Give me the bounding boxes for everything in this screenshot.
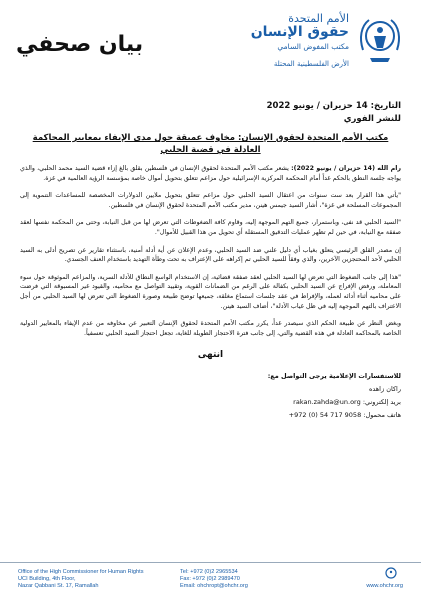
dateline: رام الله (14 حزيران / يونيو 2022):	[291, 165, 401, 172]
paragraph	[20, 273, 401, 311]
contact-email-link[interactable]: rakan.zahda@un.org	[293, 398, 361, 407]
footer-website-link[interactable]: www.ohchr.org	[366, 583, 403, 589]
footer-address-line: Office of the High Commissioner for Human Rights	[18, 569, 144, 575]
footer-contact	[180, 569, 248, 590]
paragraph-text: وبغض النظر عن طبيعة الحكم الذي سيصدر غداً، يكرر مكتب الأمم المتحدة لحقوق الإنسان التعبير عن مخاوفه من عدم الإيفاء بالمعايير الدولية الخاصة بالمحاكمة العادلة في هذه القضية والتي، إلى جانب فترة الاحتجاز الطويلة للغاية، تجعل احتجاز السيد الحلبي تعسفياً.	[20, 320, 401, 337]
release-date: التاريخ: 14 حزيران / يونيو 2022	[266, 101, 401, 111]
un-emblem-small-icon	[383, 566, 399, 582]
phone-label: هاتف محمول:	[363, 411, 401, 420]
document-body	[20, 100, 401, 422]
footer-address-line: UCI Building, 4th Floor,	[18, 576, 76, 582]
ohchr-logo	[185, 12, 405, 84]
paragraph-text: يشعر مكتب الأمم المتحدة لحقوق الإنسان في فلسطين بقلق بالغ إزاء قضية السيد محمد الحلبي، والذي يواجه جلسة النطق بالحكم غداً أمام المحكمة المركزية الإسرائيلية حول مزاعم تتعلق بتحويل أموال خاصة بمؤسسة الرؤية العالمية في غزة.	[20, 165, 401, 182]
contact-phone-row	[20, 409, 401, 422]
footer-address-line: Nazar Qabbani St. 17, Ramallah	[18, 583, 99, 589]
release-status: للنشر الفوري	[343, 114, 401, 124]
contact-phone: +972 (0) 54 717 9058	[288, 411, 362, 420]
org-name-line3: مكتب المفوض السامي	[277, 42, 349, 51]
footer-address	[18, 569, 144, 590]
un-emblem-icon	[355, 14, 405, 66]
footer-fax: Fax: +972 (0)2 2989470	[180, 576, 240, 582]
document-title: بيان صحفي	[16, 32, 144, 57]
paragraph-text: إن مصدر القلق الرئيسي يتعلق بغياب أي دليل علني ضد السيد الحلبي، وعدم الإعلان عن أية أدلة أمنية، باستثناء تقارير عن تصريح أدلى به السيد الحلبي لأحد المحتجزين الآخرين، والذي وفقاً للسيد الحلبي تم إكراهه على الإعتراف به تحت وطأة التهديد باستخدام العنف الجسدي.	[20, 246, 401, 264]
media-contacts	[20, 370, 401, 422]
paragraph	[20, 319, 401, 338]
contact-email-row	[20, 396, 401, 409]
org-name-line4: الأرض الفلسطينية المحتلة	[273, 60, 349, 68]
paragraph-text: "هذا إلى جانب الضغوط التي تعرض لها السيد الحلبي لعقد صفقة قضائية، إن الاستخدام الواسع النطاق للأدلة السرية، والمزاعم الموثوقة حول سوء المعاملة، ورفض الإفراج عن السيد الحلبي بكفالة على الرغم من الضمانات القوية، وتقييد التواصل مع محاميه، والقيود غير المسبوقة التي فرضت على محاميه أثناء أدائه لعمله، والإفراط في عقد جلسات استماع مغلقة، جميعها توضح طبيعة وصورة الضغوط التي تعرض لها السيد الحلبي من أجل الاعتراف بالتهم الموجهة إليه في ظل غياب الأدلة"، أضاف السيد هينن.	[20, 273, 401, 310]
contact-name: راكان زاهده	[368, 385, 401, 394]
headline: مكتب الأمم المتحدة لحقوق الإنسان: مخاوف عميقة حول مدى الإيفاء بمعايير المحاكمة العادلة في قضية الحلبي	[32, 133, 389, 155]
page-footer	[0, 562, 421, 601]
footer-email: Email: ohchropt@ohchr.org	[180, 583, 248, 589]
paragraph	[20, 218, 401, 237]
paragraph	[20, 164, 401, 183]
paragraph	[20, 191, 401, 210]
paragraph-text: "السيد الحلبي قد نفى، وباستمرار، جميع التهم الموجهة إليه، وقاوم كافة الضغوطات التي تعرض لها من قبل النيابة، وحتى من المحكمة نفسها لعقد صفقة مع النيابة، في حين لم تظهر عمليات التدقيق المستقلة أي تحويل من هذا القبيل للأموال".	[20, 219, 401, 236]
footer-tel: Tel: +972 (0)2 2965534	[180, 569, 238, 575]
paragraph-text: "يأتي هذا القرار بعد ست سنوات من اعتقال السيد الحلبي حول مزاعم تتعلق بتحويل ملايين الدولارات المخصصة للمساعدات التنموية إلى المجموعات المسلحة في غزة"، أشار السيد جيمس هينن، مدير مكتب الأمم المتحدة لحقوق الإنسان في فلسطين.	[20, 192, 401, 209]
letterhead	[0, 12, 421, 92]
end-marker: انتهى	[197, 350, 224, 361]
email-label: بريد إلكتروني:	[362, 398, 401, 407]
org-name-line1: الأمم المتحدة	[288, 12, 349, 25]
org-name-line2: حقوق الإنسان	[250, 24, 349, 40]
paragraph	[20, 246, 401, 265]
contacts-heading: للاستفسارات الإعلامية يرجى التواصل مع:	[267, 372, 401, 381]
